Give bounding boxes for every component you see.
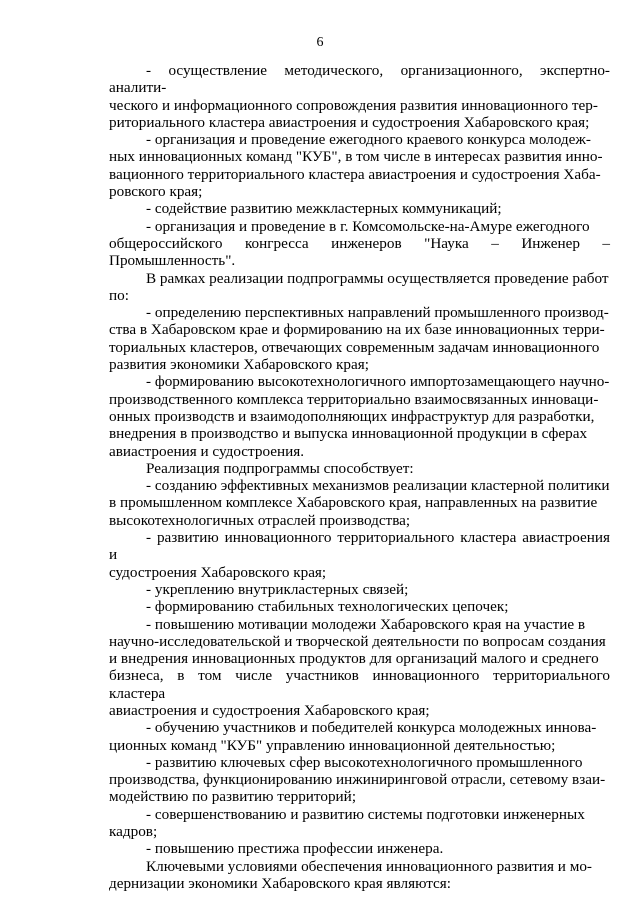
document-body [109, 62, 610, 892]
paragraph: - укреплению внутрикластерных связей; [146, 580, 409, 598]
paragraph: Реализация подпрограммы способствует: [146, 459, 414, 477]
paragraph: - обучению участников и победителей конкурса молодежных иннова- ционных команд "КУБ" управлению инновационной деятельностью; [109, 719, 597, 754]
paragraph: - осуществление методического, организационного, экспертно-аналити- ческого и информационного сопровождения развития инновационного тер- риториального кластера авиастроения и судостроения Хабаровского края; [109, 62, 610, 131]
paragraph: - определению перспективных направлений промышленного производ- ства в Хабаровском крае и формированию на их базе инновационных терри- ториальных кластеров, отвечающих современным задачам инновационного развития экономики Хабаровского края; [109, 304, 609, 374]
paragraph: - совершенствованию и развитию системы подготовки инженерных кадров; [109, 805, 585, 841]
paragraph: - созданию эффективных механизмов реализации кластерной политики в промышленном комплексе Хабаровского края, направленных на развитие высокотехнологичных отраслей производства; [109, 477, 610, 529]
paragraph: В рамках реализации подпрограммы осуществляется проведение работ по: [109, 269, 609, 304]
paragraph: Ключевыми условиями обеспечения инновационного развития и мо- дернизации экономики Хабаровского края являются: [109, 857, 592, 892]
paragraph: - организация и проведение в г. Комсомольске-на-Амуре ежегодного общероссийского конгресса инженеров "Наука – Инженер – Промышленность". [109, 217, 610, 270]
paragraph: - повышению мотивации молодежи Хабаровского края на участие в научно-исследовательской и творческой деятельности по вопросам создания и внедрения инновационных продуктов для организаций малого и среднего бизнеса, в том числе участников инновационного территориального кластера авиастроения и судостроения Хабаровского края; [109, 615, 610, 719]
paragraph: - формированию стабильных технологических цепочек; [146, 598, 509, 616]
paragraph: - формированию высокотехнологичного импортозамещающего научно- производственного комплекса территориально взаимосвязанных инноваци- онных производств и взаимодополняющих инфраструктур для разработки, внедрения в производство и выпуска инновационной продукции в сферах авиастроения и судостроения. [109, 373, 610, 460]
paragraph: - развитию ключевых сфер высокотехнологичного промышленного производства, функционированию инжиниринговой отрасли, сетевому взаи- модействию по развитию территорий; [109, 753, 606, 806]
paragraph: - организация и проведение ежегодного краевого конкурса молодеж- ных инновационных команд "КУБ", в том числе в интересах развития инно- вационного территориального кластера авиастроения и судостроения Хаба- ровского края; [109, 131, 603, 201]
paragraph: - развитию инновационного территориального кластера авиастроения и судостроения Хабаровского края; [109, 529, 610, 581]
page-number: 6 [316, 35, 324, 50]
paragraph: - повышению престижа профессии инженера. [146, 840, 444, 858]
paragraph: - содействие развитию межкластерных коммуникаций; [146, 200, 502, 218]
